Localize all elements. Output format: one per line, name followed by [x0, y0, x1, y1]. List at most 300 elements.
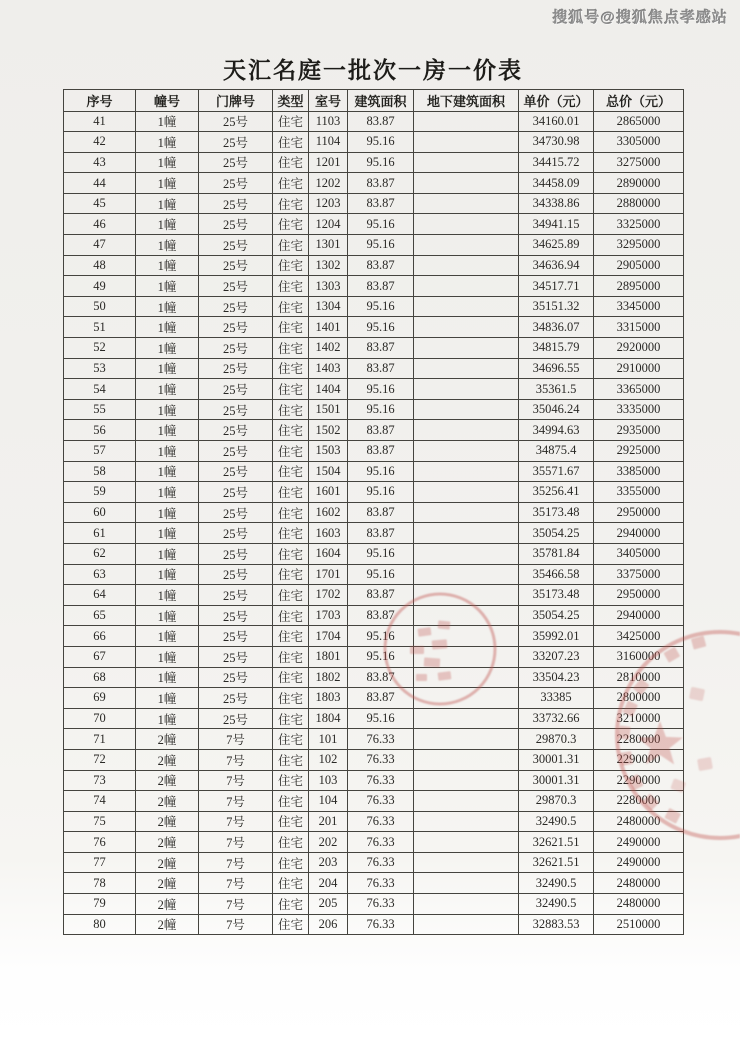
- cell-underground-area: [414, 791, 519, 812]
- cell-underground-area: [414, 770, 519, 791]
- header-row: [64, 90, 684, 112]
- table-row: [64, 379, 684, 400]
- cell-total-price: 3295000: [594, 235, 684, 256]
- cell-unit-price: 34994.63: [519, 420, 594, 441]
- cell-building: 1幢: [136, 358, 199, 379]
- cell-room-no: 1403: [309, 358, 348, 379]
- cell-type: 住宅: [273, 502, 309, 523]
- cell-unit-price: 32621.51: [519, 852, 594, 873]
- table-row: [64, 420, 684, 441]
- cell-building: 1幢: [136, 111, 199, 132]
- cell-total-price: 2280000: [594, 791, 684, 812]
- cell-total-price: 2290000: [594, 749, 684, 770]
- cell-index: 68: [64, 667, 136, 688]
- cell-building: 1幢: [136, 214, 199, 235]
- cell-underground-area: [414, 111, 519, 132]
- cell-index: 43: [64, 152, 136, 173]
- cell-building: 1幢: [136, 688, 199, 709]
- cell-type: 住宅: [273, 564, 309, 585]
- cell-index: 48: [64, 255, 136, 276]
- cell-unit-price: 35054.25: [519, 523, 594, 544]
- cell-index: 52: [64, 338, 136, 359]
- cell-room-no: 1303: [309, 276, 348, 297]
- column-header-index: 序号: [64, 90, 136, 112]
- cell-type: 住宅: [273, 832, 309, 853]
- cell-index: 41: [64, 111, 136, 132]
- cell-door-no: 25号: [199, 399, 273, 420]
- cell-type: 住宅: [273, 214, 309, 235]
- cell-door-no: 25号: [199, 152, 273, 173]
- cell-floor-area: 95.16: [348, 564, 414, 585]
- cell-building: 1幢: [136, 564, 199, 585]
- cell-underground-area: [414, 255, 519, 276]
- cell-type: 住宅: [273, 605, 309, 626]
- cell-building: 2幢: [136, 749, 199, 770]
- cell-room-no: 1802: [309, 667, 348, 688]
- cell-unit-price: 33207.23: [519, 646, 594, 667]
- cell-building: 1幢: [136, 255, 199, 276]
- cell-index: 73: [64, 770, 136, 791]
- cell-room-no: 103: [309, 770, 348, 791]
- cell-total-price: 3365000: [594, 379, 684, 400]
- cell-floor-area: 76.33: [348, 852, 414, 873]
- table-row: [64, 132, 684, 153]
- table-row: [64, 749, 684, 770]
- cell-total-price: 3375000: [594, 564, 684, 585]
- cell-index: 56: [64, 420, 136, 441]
- table-row: [64, 193, 684, 214]
- cell-door-no: 7号: [199, 852, 273, 873]
- cell-building: 1幢: [136, 543, 199, 564]
- cell-underground-area: [414, 358, 519, 379]
- cell-floor-area: 95.16: [348, 317, 414, 338]
- cell-type: 住宅: [273, 296, 309, 317]
- table-row: [64, 914, 684, 935]
- cell-floor-area: 76.33: [348, 894, 414, 915]
- cell-room-no: 1401: [309, 317, 348, 338]
- cell-underground-area: [414, 564, 519, 585]
- cell-door-no: 25号: [199, 132, 273, 153]
- cell-index: 45: [64, 193, 136, 214]
- cell-index: 58: [64, 461, 136, 482]
- cell-index: 70: [64, 708, 136, 729]
- cell-type: 住宅: [273, 132, 309, 153]
- cell-unit-price: 34730.98: [519, 132, 594, 153]
- cell-type: 住宅: [273, 482, 309, 503]
- cell-floor-area: 76.33: [348, 873, 414, 894]
- cell-door-no: 7号: [199, 770, 273, 791]
- cell-floor-area: 83.87: [348, 338, 414, 359]
- cell-total-price: 3425000: [594, 626, 684, 647]
- cell-door-no: 25号: [199, 543, 273, 564]
- cell-floor-area: 76.33: [348, 791, 414, 812]
- cell-door-no: 25号: [199, 111, 273, 132]
- table-row: [64, 317, 684, 338]
- cell-room-no: 201: [309, 811, 348, 832]
- cell-total-price: 3345000: [594, 296, 684, 317]
- cell-type: 住宅: [273, 543, 309, 564]
- cell-floor-area: 95.16: [348, 708, 414, 729]
- cell-room-no: 205: [309, 894, 348, 915]
- cell-type: 住宅: [273, 688, 309, 709]
- cell-type: 住宅: [273, 461, 309, 482]
- cell-unit-price: 34625.89: [519, 235, 594, 256]
- table-row: [64, 852, 684, 873]
- cell-underground-area: [414, 173, 519, 194]
- cell-underground-area: [414, 235, 519, 256]
- cell-total-price: 2910000: [594, 358, 684, 379]
- cell-index: 59: [64, 482, 136, 503]
- cell-door-no: 25号: [199, 502, 273, 523]
- cell-underground-area: [414, 543, 519, 564]
- cell-room-no: 1704: [309, 626, 348, 647]
- cell-unit-price: 35571.67: [519, 461, 594, 482]
- cell-floor-area: 83.87: [348, 605, 414, 626]
- cell-unit-price: 34815.79: [519, 338, 594, 359]
- price-table: [63, 89, 684, 935]
- table-row: [64, 523, 684, 544]
- cell-floor-area: 95.16: [348, 461, 414, 482]
- cell-underground-area: [414, 338, 519, 359]
- cell-type: 住宅: [273, 523, 309, 544]
- cell-type: 住宅: [273, 852, 309, 873]
- cell-total-price: 2935000: [594, 420, 684, 441]
- cell-door-no: 25号: [199, 646, 273, 667]
- cell-building: 2幢: [136, 770, 199, 791]
- cell-underground-area: [414, 214, 519, 235]
- cell-room-no: 1701: [309, 564, 348, 585]
- cell-unit-price: 35151.32: [519, 296, 594, 317]
- cell-floor-area: 83.87: [348, 358, 414, 379]
- cell-underground-area: [414, 873, 519, 894]
- cell-door-no: 25号: [199, 585, 273, 606]
- cell-door-no: 25号: [199, 235, 273, 256]
- cell-type: 住宅: [273, 441, 309, 462]
- cell-underground-area: [414, 420, 519, 441]
- cell-building: 1幢: [136, 667, 199, 688]
- cell-building: 1幢: [136, 420, 199, 441]
- cell-door-no: 25号: [199, 358, 273, 379]
- cell-index: 67: [64, 646, 136, 667]
- table-row: [64, 214, 684, 235]
- cell-room-no: 1404: [309, 379, 348, 400]
- cell-type: 住宅: [273, 276, 309, 297]
- cell-building: 2幢: [136, 914, 199, 935]
- cell-unit-price: 35781.84: [519, 543, 594, 564]
- cell-door-no: 25号: [199, 667, 273, 688]
- cell-index: 76: [64, 832, 136, 853]
- cell-index: 42: [64, 132, 136, 153]
- cell-building: 1幢: [136, 441, 199, 462]
- cell-building: 2幢: [136, 894, 199, 915]
- cell-building: 1幢: [136, 276, 199, 297]
- cell-building: 1幢: [136, 296, 199, 317]
- cell-door-no: 25号: [199, 173, 273, 194]
- cell-room-no: 1603: [309, 523, 348, 544]
- cell-door-no: 25号: [199, 626, 273, 647]
- table-row: [64, 791, 684, 812]
- cell-index: 50: [64, 296, 136, 317]
- cell-room-no: 1602: [309, 502, 348, 523]
- table-row: [64, 276, 684, 297]
- cell-underground-area: [414, 502, 519, 523]
- cell-total-price: 3315000: [594, 317, 684, 338]
- cell-building: 2幢: [136, 873, 199, 894]
- cell-underground-area: [414, 605, 519, 626]
- cell-underground-area: [414, 729, 519, 750]
- cell-door-no: 25号: [199, 523, 273, 544]
- cell-type: 住宅: [273, 667, 309, 688]
- cell-door-no: 25号: [199, 564, 273, 585]
- cell-door-no: 25号: [199, 688, 273, 709]
- cell-floor-area: 76.33: [348, 770, 414, 791]
- cell-underground-area: [414, 523, 519, 544]
- cell-unit-price: 34415.72: [519, 152, 594, 173]
- cell-building: 1幢: [136, 338, 199, 359]
- cell-room-no: 1203: [309, 193, 348, 214]
- table-row: [64, 688, 684, 709]
- cell-underground-area: [414, 626, 519, 647]
- cell-floor-area: 83.87: [348, 420, 414, 441]
- cell-unit-price: 29870.3: [519, 729, 594, 750]
- cell-door-no: 25号: [199, 338, 273, 359]
- cell-building: 1幢: [136, 461, 199, 482]
- cell-unit-price: 35361.5: [519, 379, 594, 400]
- cell-unit-price: 34517.71: [519, 276, 594, 297]
- cell-index: 55: [64, 399, 136, 420]
- cell-underground-area: [414, 132, 519, 153]
- cell-underground-area: [414, 894, 519, 915]
- cell-underground-area: [414, 667, 519, 688]
- cell-index: 60: [64, 502, 136, 523]
- cell-floor-area: 76.33: [348, 811, 414, 832]
- cell-underground-area: [414, 585, 519, 606]
- cell-underground-area: [414, 646, 519, 667]
- cell-unit-price: 34636.94: [519, 255, 594, 276]
- cell-total-price: 2950000: [594, 585, 684, 606]
- cell-room-no: 1402: [309, 338, 348, 359]
- cell-door-no: 7号: [199, 914, 273, 935]
- cell-index: 53: [64, 358, 136, 379]
- cell-building: 2幢: [136, 791, 199, 812]
- cell-total-price: 3355000: [594, 482, 684, 503]
- column-header-total-price: 总价（元）: [594, 90, 684, 112]
- cell-room-no: 206: [309, 914, 348, 935]
- table-row: [64, 296, 684, 317]
- cell-index: 77: [64, 852, 136, 873]
- table-row: [64, 173, 684, 194]
- table-row: [64, 605, 684, 626]
- cell-door-no: 7号: [199, 749, 273, 770]
- table-row: [64, 441, 684, 462]
- cell-building: 1幢: [136, 193, 199, 214]
- cell-type: 住宅: [273, 770, 309, 791]
- cell-type: 住宅: [273, 152, 309, 173]
- cell-unit-price: 34160.01: [519, 111, 594, 132]
- cell-floor-area: 95.16: [348, 296, 414, 317]
- cell-unit-price: 34941.15: [519, 214, 594, 235]
- cell-index: 51: [64, 317, 136, 338]
- cell-unit-price: 30001.31: [519, 749, 594, 770]
- cell-type: 住宅: [273, 646, 309, 667]
- cell-unit-price: 33504.23: [519, 667, 594, 688]
- cell-building: 2幢: [136, 811, 199, 832]
- cell-total-price: 3405000: [594, 543, 684, 564]
- cell-type: 住宅: [273, 791, 309, 812]
- cell-underground-area: [414, 914, 519, 935]
- cell-room-no: 1702: [309, 585, 348, 606]
- cell-underground-area: [414, 399, 519, 420]
- table-row: [64, 543, 684, 564]
- table-row: [64, 832, 684, 853]
- cell-door-no: 25号: [199, 441, 273, 462]
- cell-room-no: 1103: [309, 111, 348, 132]
- cell-room-no: 202: [309, 832, 348, 853]
- cell-door-no: 25号: [199, 214, 273, 235]
- cell-unit-price: 35173.48: [519, 502, 594, 523]
- cell-door-no: 25号: [199, 708, 273, 729]
- cell-type: 住宅: [273, 873, 309, 894]
- cell-total-price: 2290000: [594, 770, 684, 791]
- cell-type: 住宅: [273, 811, 309, 832]
- table-row: [64, 482, 684, 503]
- cell-underground-area: [414, 461, 519, 482]
- cell-floor-area: 83.87: [348, 276, 414, 297]
- cell-floor-area: 95.16: [348, 214, 414, 235]
- cell-unit-price: 33732.66: [519, 708, 594, 729]
- cell-room-no: 1502: [309, 420, 348, 441]
- cell-floor-area: 95.16: [348, 235, 414, 256]
- cell-floor-area: 83.87: [348, 502, 414, 523]
- cell-room-no: 1202: [309, 173, 348, 194]
- table-row: [64, 894, 684, 915]
- cell-underground-area: [414, 193, 519, 214]
- cell-floor-area: 95.16: [348, 482, 414, 503]
- cell-type: 住宅: [273, 585, 309, 606]
- cell-underground-area: [414, 152, 519, 173]
- cell-unit-price: 35466.58: [519, 564, 594, 585]
- cell-building: 1幢: [136, 708, 199, 729]
- table-row: [64, 873, 684, 894]
- cell-unit-price: 34696.55: [519, 358, 594, 379]
- cell-building: 1幢: [136, 399, 199, 420]
- cell-unit-price: 32490.5: [519, 894, 594, 915]
- cell-total-price: 2880000: [594, 193, 684, 214]
- table-row: [64, 585, 684, 606]
- table-row: [64, 708, 684, 729]
- cell-building: 1幢: [136, 523, 199, 544]
- column-header-room-no: 室号: [309, 90, 348, 112]
- table-row: [64, 338, 684, 359]
- cell-unit-price: 32490.5: [519, 811, 594, 832]
- cell-building: 2幢: [136, 832, 199, 853]
- cell-floor-area: 83.87: [348, 111, 414, 132]
- cell-type: 住宅: [273, 729, 309, 750]
- cell-total-price: 2940000: [594, 523, 684, 544]
- cell-index: 46: [64, 214, 136, 235]
- column-header-door-no: 门牌号: [199, 90, 273, 112]
- cell-underground-area: [414, 852, 519, 873]
- column-header-building: 幢号: [136, 90, 199, 112]
- cell-room-no: 102: [309, 749, 348, 770]
- cell-building: 1幢: [136, 502, 199, 523]
- cell-floor-area: 83.87: [348, 585, 414, 606]
- cell-floor-area: 83.87: [348, 523, 414, 544]
- cell-underground-area: [414, 482, 519, 503]
- cell-total-price: 2890000: [594, 173, 684, 194]
- cell-index: 79: [64, 894, 136, 915]
- cell-index: 78: [64, 873, 136, 894]
- cell-floor-area: 83.87: [348, 173, 414, 194]
- cell-door-no: 25号: [199, 420, 273, 441]
- cell-index: 62: [64, 543, 136, 564]
- cell-total-price: 2920000: [594, 338, 684, 359]
- cell-floor-area: 95.16: [348, 646, 414, 667]
- cell-type: 住宅: [273, 626, 309, 647]
- cell-total-price: 2895000: [594, 276, 684, 297]
- cell-type: 住宅: [273, 235, 309, 256]
- cell-type: 住宅: [273, 193, 309, 214]
- cell-room-no: 1801: [309, 646, 348, 667]
- table-row: [64, 811, 684, 832]
- cell-door-no: 25号: [199, 296, 273, 317]
- cell-door-no: 7号: [199, 811, 273, 832]
- table-row: [64, 358, 684, 379]
- cell-door-no: 7号: [199, 894, 273, 915]
- cell-room-no: 1503: [309, 441, 348, 462]
- column-header-floor-area: 建筑面积: [348, 90, 414, 112]
- cell-underground-area: [414, 708, 519, 729]
- cell-unit-price: 34836.07: [519, 317, 594, 338]
- cell-floor-area: 95.16: [348, 399, 414, 420]
- cell-floor-area: 95.16: [348, 543, 414, 564]
- cell-room-no: 1703: [309, 605, 348, 626]
- cell-door-no: 7号: [199, 729, 273, 750]
- table-row: [64, 770, 684, 791]
- cell-door-no: 7号: [199, 791, 273, 812]
- cell-unit-price: 35256.41: [519, 482, 594, 503]
- cell-total-price: 2925000: [594, 441, 684, 462]
- column-header-underground-area: 地下建筑面积: [414, 90, 519, 112]
- cell-total-price: 2950000: [594, 502, 684, 523]
- cell-underground-area: [414, 688, 519, 709]
- cell-unit-price: 34458.09: [519, 173, 594, 194]
- cell-index: 47: [64, 235, 136, 256]
- cell-door-no: 25号: [199, 605, 273, 626]
- cell-building: 1幢: [136, 235, 199, 256]
- cell-index: 44: [64, 173, 136, 194]
- table-row: [64, 646, 684, 667]
- table-row: [64, 667, 684, 688]
- cell-index: 69: [64, 688, 136, 709]
- cell-door-no: 25号: [199, 482, 273, 503]
- cell-total-price: 3210000: [594, 708, 684, 729]
- cell-index: 72: [64, 749, 136, 770]
- cell-room-no: 1501: [309, 399, 348, 420]
- cell-building: 1幢: [136, 173, 199, 194]
- cell-type: 住宅: [273, 379, 309, 400]
- cell-unit-price: 32883.53: [519, 914, 594, 935]
- cell-type: 住宅: [273, 317, 309, 338]
- cell-total-price: 2800000: [594, 688, 684, 709]
- cell-index: 49: [64, 276, 136, 297]
- cell-type: 住宅: [273, 173, 309, 194]
- cell-door-no: 25号: [199, 379, 273, 400]
- column-header-type: 类型: [273, 90, 309, 112]
- cell-underground-area: [414, 317, 519, 338]
- cell-total-price: 2510000: [594, 914, 684, 935]
- cell-type: 住宅: [273, 708, 309, 729]
